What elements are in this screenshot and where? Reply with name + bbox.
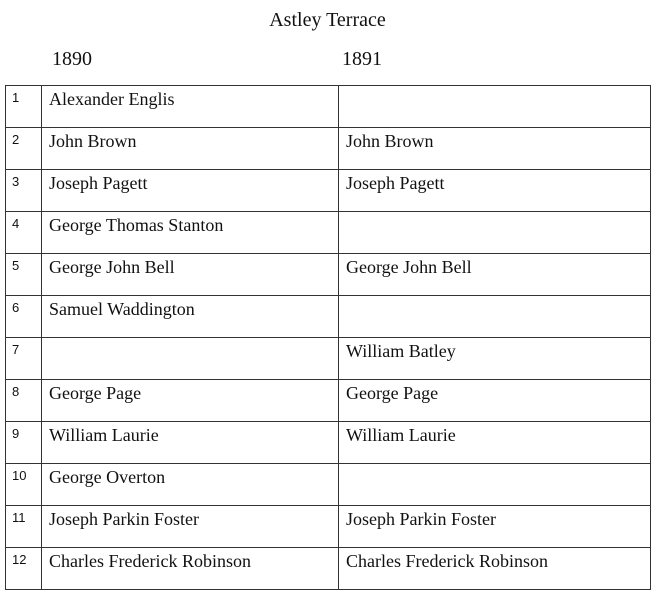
house-number-cell: 6 xyxy=(6,296,42,338)
house-number-cell: 7 xyxy=(6,338,42,380)
table-row xyxy=(6,86,651,128)
table-row xyxy=(6,506,651,548)
resident-1890-cell: Charles Frederick Robinson xyxy=(42,548,339,590)
table-row xyxy=(6,380,651,422)
house-number-cell: 4 xyxy=(6,212,42,254)
table-row xyxy=(6,254,651,296)
house-number-cell: 1 xyxy=(6,86,42,128)
resident-1890-cell: Joseph Pagett xyxy=(42,170,339,212)
house-number-cell: 12 xyxy=(6,548,42,590)
resident-1891-cell: Charles Frederick Robinson xyxy=(339,548,651,590)
resident-1890-cell: Samuel Waddington xyxy=(42,296,339,338)
resident-1891-cell: William Laurie xyxy=(339,422,651,464)
resident-1891-cell: John Brown xyxy=(339,128,651,170)
table-row xyxy=(6,464,651,506)
resident-1890-cell: John Brown xyxy=(42,128,339,170)
resident-1890-cell: George Page xyxy=(42,380,339,422)
resident-1890-cell: George John Bell xyxy=(42,254,339,296)
resident-1891-cell xyxy=(339,212,651,254)
house-number-cell: 10 xyxy=(6,464,42,506)
resident-1891-cell xyxy=(339,464,651,506)
resident-1891-cell: George Page xyxy=(339,380,651,422)
residents-table xyxy=(5,85,651,590)
house-number-cell: 5 xyxy=(6,254,42,296)
house-number-cell: 3 xyxy=(6,170,42,212)
table-row xyxy=(6,128,651,170)
resident-1891-cell: George John Bell xyxy=(339,254,651,296)
house-number-cell: 11 xyxy=(6,506,42,548)
resident-1891-cell: Joseph Pagett xyxy=(339,170,651,212)
page-title: Astley Terrace xyxy=(269,9,386,31)
house-number-cell: 9 xyxy=(6,422,42,464)
resident-1890-cell: George Thomas Stanton xyxy=(42,212,339,254)
residents-table-body xyxy=(6,86,651,590)
resident-1890-cell: Joseph Parkin Foster xyxy=(42,506,339,548)
resident-1891-cell: William Batley xyxy=(339,338,651,380)
table-row xyxy=(6,422,651,464)
column-header-1891: 1891 xyxy=(342,48,382,70)
house-number-cell: 2 xyxy=(6,128,42,170)
resident-1890-cell xyxy=(42,338,339,380)
resident-1890-cell: William Laurie xyxy=(42,422,339,464)
resident-1891-cell xyxy=(339,296,651,338)
table-row xyxy=(6,296,651,338)
resident-1891-cell xyxy=(339,86,651,128)
table-row xyxy=(6,212,651,254)
table-row xyxy=(6,338,651,380)
column-header-1890: 1890 xyxy=(52,48,92,70)
table-row xyxy=(6,548,651,590)
resident-1891-cell: Joseph Parkin Foster xyxy=(339,506,651,548)
resident-1890-cell: George Overton xyxy=(42,464,339,506)
resident-1890-cell: Alexander Englis xyxy=(42,86,339,128)
house-number-cell: 8 xyxy=(6,380,42,422)
table-row xyxy=(6,170,651,212)
